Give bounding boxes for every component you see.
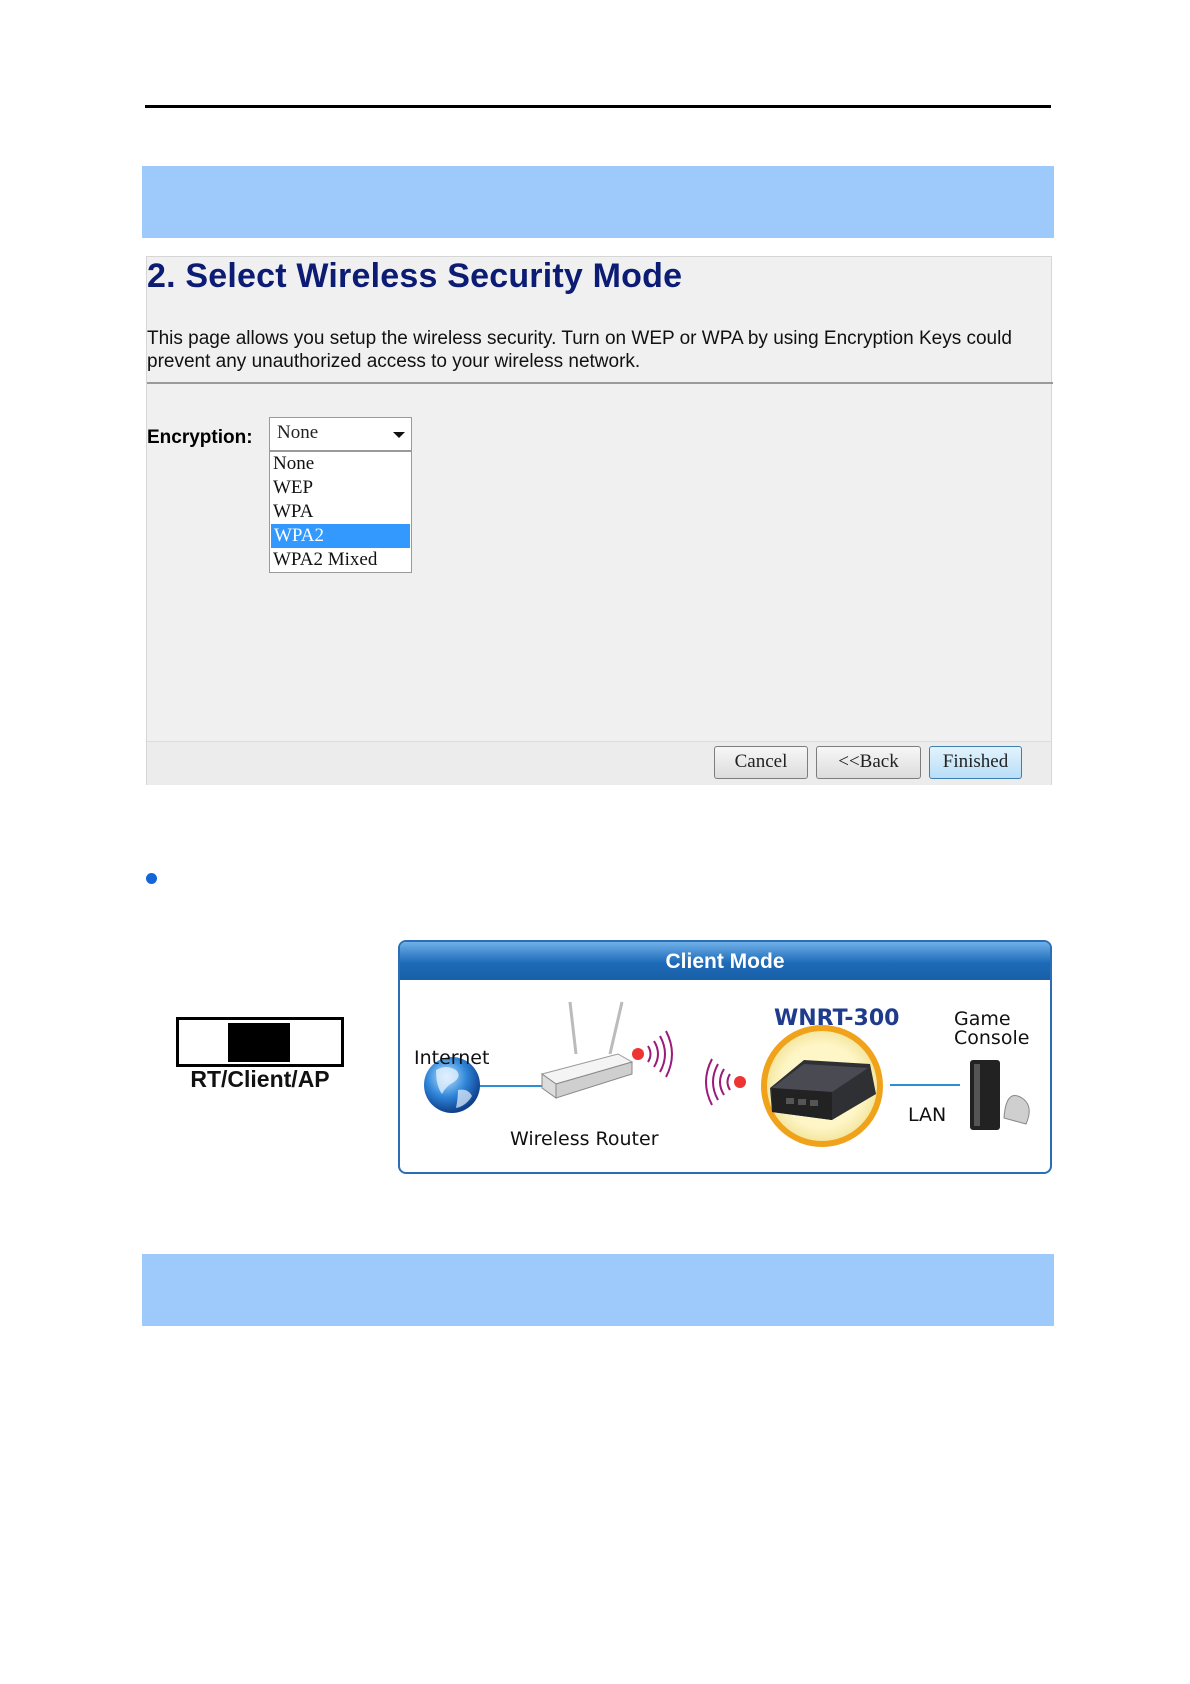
- signal-in-icon: [706, 1059, 746, 1105]
- wnrt-300-device-icon: [764, 1028, 880, 1144]
- wizard-screenshot: [146, 256, 1052, 785]
- option-wpa[interactable]: WPA: [273, 501, 314, 522]
- diagram-graphics: [400, 942, 1050, 1172]
- mode-switch: [176, 1017, 344, 1067]
- game-console-label-line2: Console: [954, 1027, 1030, 1049]
- section-band-top: [142, 166, 1054, 238]
- lan-label: LAN: [908, 1104, 947, 1126]
- game-console-label: [954, 1010, 1029, 1048]
- encryption-label: Encryption:: [147, 427, 253, 448]
- chevron-down-icon[interactable]: [393, 432, 405, 438]
- option-wep[interactable]: WEP: [273, 477, 314, 498]
- product-label: WNRT-300: [774, 1006, 900, 1031]
- mode-switch-label: RT/Client/AP: [190, 1066, 330, 1092]
- option-none[interactable]: None: [273, 453, 315, 474]
- encryption-select-value: None: [277, 422, 319, 443]
- signal-out-icon: [632, 1031, 672, 1077]
- encryption-select[interactable]: [269, 417, 412, 451]
- option-wpa2[interactable]: WPA2: [271, 524, 410, 548]
- switch-knob: [228, 1023, 290, 1062]
- section-band-bottom: [142, 1254, 1054, 1326]
- encryption-options-list: [269, 451, 412, 573]
- cancel-button[interactable]: Cancel: [714, 746, 808, 779]
- wireless-router-icon: [542, 1002, 632, 1098]
- header-rule: [145, 105, 1051, 108]
- bullet-icon: [146, 873, 157, 884]
- client-mode-diagram: [398, 940, 1052, 1174]
- game-console-label-line1: Game: [954, 1008, 1011, 1030]
- wireless-router-label: Wireless Router: [510, 1128, 659, 1150]
- button-bar: [147, 741, 1051, 785]
- page-title: 2. Select Wireless Security Mode: [147, 257, 683, 295]
- page-description: This page allows you setup the wireless security. Turn on WEP or WPA by using Encryption Keys could prevent any unauthorized access to your wireless network.: [147, 328, 1012, 372]
- back-button[interactable]: <<Back: [816, 746, 921, 779]
- internet-label: Internet: [414, 1047, 490, 1069]
- diagram-title: Client Mode: [665, 950, 785, 973]
- divider: [147, 382, 1053, 384]
- game-console-icon: [970, 1060, 1029, 1130]
- finished-button[interactable]: Finished: [929, 746, 1022, 779]
- option-wpa2-mixed[interactable]: WPA2 Mixed: [273, 549, 378, 570]
